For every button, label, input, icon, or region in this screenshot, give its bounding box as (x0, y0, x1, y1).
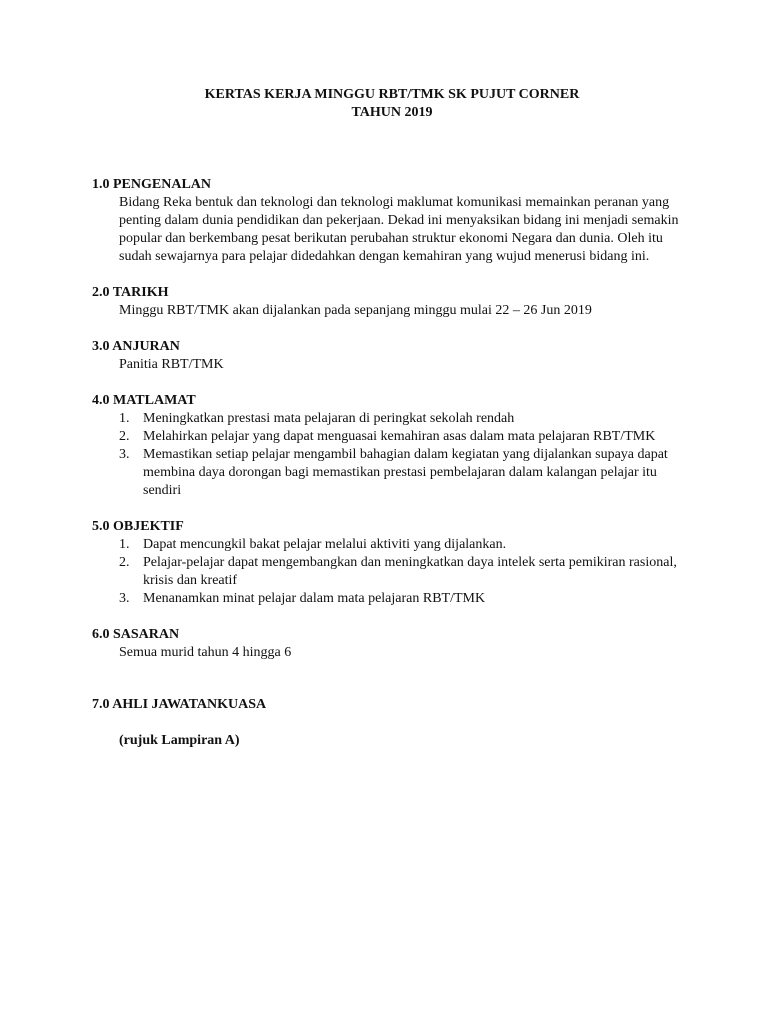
list-item-text: Menanamkan minat pelajar dalam mata pelajaran RBT/TMK (143, 591, 486, 606)
section-body: Semua murid tahun 4 hingga 6 (119, 645, 292, 660)
section-heading: 3.0 ANJURAN (92, 339, 180, 354)
section-sasaran (92, 626, 692, 662)
list-item (92, 446, 683, 500)
list-item-text: Dapat mencungkil bakat pelajar melalui aktiviti yang dijalankan. (143, 537, 507, 552)
list-item-number: 1. (119, 411, 130, 426)
title-line-1: KERTAS KERJA MINGGU RBT/TMK SK PUJUT CORNER (204, 87, 580, 102)
list-item-number: 3. (119, 591, 130, 606)
section-tarikh (92, 284, 692, 320)
section-objektif (92, 518, 692, 608)
matlamat-list (92, 410, 692, 500)
section-heading: 4.0 MATLAMAT (92, 393, 196, 408)
list-item-text: Melahirkan pelajar yang dapat menguasai kemahiran asas dalam mata pelajaran RBT/TMK (143, 429, 656, 444)
section-body: (rujuk Lampiran A) (119, 733, 240, 748)
list-item (92, 410, 683, 428)
title-line-2: TAHUN 2019 (351, 105, 433, 120)
section-anjuran (92, 338, 692, 374)
section-heading: 1.0 PENGENALAN (92, 177, 212, 192)
list-item (92, 536, 683, 554)
section-heading: 5.0 OBJEKTIF (92, 519, 184, 534)
section-pengenalan (92, 176, 692, 266)
section-heading: 6.0 SASARAN (92, 627, 180, 642)
section-body: Minggu RBT/TMK akan dijalankan pada sepanjang minggu mulai 22 – 26 Jun 2019 (119, 303, 592, 318)
list-item-number: 2. (119, 429, 130, 444)
list-item-text: Meningkatkan prestasi mata pelajaran di peringkat sekolah rendah (143, 411, 515, 426)
list-item-number: 2. (119, 555, 130, 570)
section-heading: 2.0 TARIKH (92, 285, 169, 300)
section-body: Bidang Reka bentuk dan teknologi dan teknologi maklumat komunikasi memainkan peranan yang penting dalam dunia pendidikan dan pekerjaan. Dekad ini menyaksikan bidang ini menjadi semakin popular dan berkembang pesat berikutan perubahan struktur ekonomi Negara dan dunia. Oleh itu sudah sewajarnya para pelajar didedahkan dengan kemahiran yang wujud menerusi bidang ini. (119, 195, 679, 264)
list-item (92, 554, 683, 590)
list-item-text: Pelajar-pelajar dapat mengembangkan dan meningkatkan daya intelek serta pemikiran rasional, krisis dan kreatif (143, 555, 677, 588)
objektif-list (92, 536, 692, 608)
section-matlamat (92, 392, 692, 500)
section-body: Panitia RBT/TMK (119, 357, 224, 372)
list-item (92, 428, 683, 446)
section-ajk (92, 696, 692, 750)
list-item (92, 590, 683, 608)
list-item-text: Memastikan setiap pelajar mengambil bahagian dalam kegiatan yang dijalankan supaya dapat membina daya dorongan bagi memastikan prestasi pembelajaran dalam kalangan pelajar itu sendiri (143, 447, 668, 498)
document-title (92, 86, 692, 122)
section-heading: 7.0 AHLI JAWATANKUASA (92, 697, 267, 712)
list-item-number: 3. (119, 447, 130, 462)
list-item-number: 1. (119, 537, 130, 552)
